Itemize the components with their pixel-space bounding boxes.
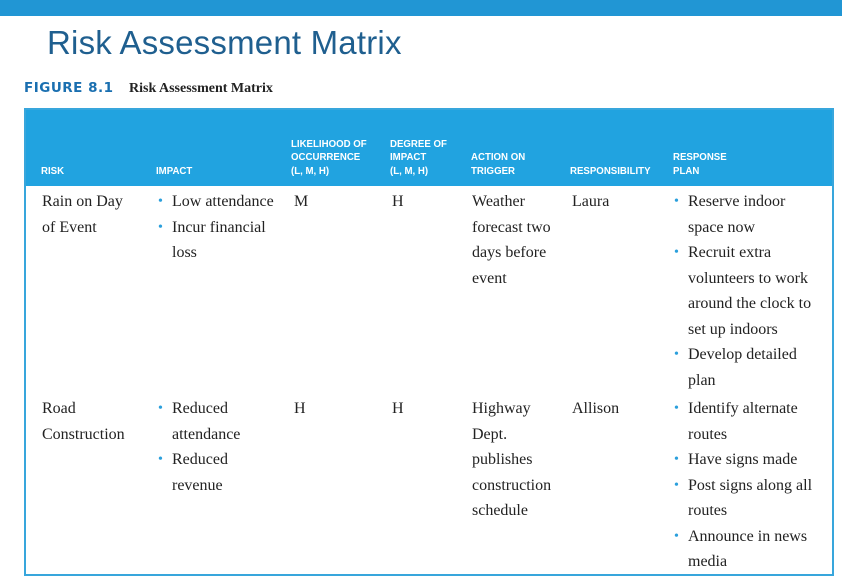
bullet-list [158,396,240,498]
row2-responsibility: Allison [572,400,620,417]
row2-impact [158,396,240,498]
top-accent-bar [0,0,842,16]
row1-responsibility: Laura [572,193,610,210]
table-header [26,110,832,186]
bullet-line: space now [688,218,756,236]
cell-line: Dept. [472,425,508,443]
header-response-plan [673,151,727,178]
bullet-item [158,396,240,447]
bullet-item [674,396,812,447]
bullet-line: volunteers to work [688,269,808,287]
row1-degree: H [392,193,404,210]
header-action-on-trigger [471,151,525,178]
bullet-line: routes [688,425,728,443]
header-risk [41,165,64,179]
header-line: LIKELIHOOD OF [291,137,367,150]
bullet-line: • Develop detailed [688,346,797,363]
row1-risk [42,189,123,240]
row1-trigger [472,189,551,291]
slide-title: Risk Assessment Matrix [47,24,402,61]
header-line: RESPONSE [673,151,727,163]
header-line: (L, M, H) [390,164,429,177]
figure-number: FIGURE 8.1 [24,80,114,96]
header-degree-of-impact [390,138,447,179]
header-line: OCCURRENCE [291,151,361,163]
bullet-line: routes [688,502,728,519]
bullet-line: • Recruit extra [688,244,772,261]
bullet-line: • Reduced [172,451,228,468]
header-line: IMPACT [390,151,427,163]
bullet-line: • Post signs along all [688,476,813,494]
bullet-line: attendance [172,425,241,443]
row2-trigger [472,396,551,524]
bullet-line: • Incur financial [172,218,266,236]
bullet-item [674,189,811,240]
bullet-line: media [688,553,728,570]
bullet-line: loss [172,244,197,261]
cell-line: construction [472,476,552,494]
cell-line: forecast two [472,218,551,236]
row1-impact [158,189,274,266]
cell-line: publishes [472,451,533,468]
bullet-list [674,189,811,393]
cell-line: Highway [472,400,531,417]
cell-line: event [472,269,507,287]
row1-response [674,189,811,393]
bullet-item [674,473,812,524]
risk-matrix-table [24,108,834,576]
bullet-item [674,342,811,393]
figure-caption [24,80,273,97]
cell-line: Road [42,400,76,417]
header-line: DEGREE OF [390,137,447,150]
header-impact [156,165,192,179]
bullet-line: set up indoors [688,320,778,338]
bullet-line: plan [688,371,716,389]
bullet-line: • Announce in news [688,527,808,545]
cell-line: Construction [42,425,125,443]
bullet-line: • Identify alternate [688,400,798,417]
bullet-line: • Reserve indoor [688,193,786,210]
figure-title: Risk Assessment Matrix [129,81,273,96]
cell-line: Rain on Day [42,193,123,210]
cell-line: of Event [42,218,97,236]
row1-likelihood: M [294,193,309,210]
header-line: RISK [41,164,65,177]
row2-response [674,396,812,575]
row2-likelihood: H [294,400,306,417]
bullet-line: revenue [172,476,223,494]
bullet-item [158,215,274,266]
bullet-item [158,189,274,215]
header-responsibility [570,165,651,179]
bullet-line: around the clock to [688,295,812,312]
bullet-item [158,447,240,498]
bullet-item [674,240,811,342]
bullet-list [674,396,812,575]
header-likelihood [291,138,367,179]
cell-line: days before [472,244,547,261]
bullet-item [674,524,812,575]
header-line: ACTION ON [471,151,526,163]
bullet-item [674,447,812,473]
header-line: PLAN [673,164,700,177]
row2-risk [42,396,125,447]
header-line: IMPACT [156,164,193,177]
bullet-line: • Have signs made [688,451,798,468]
cell-line: schedule [472,502,528,519]
header-line: (L, M, H) [291,164,330,177]
bullet-line: • Low attendance [172,193,274,210]
bullet-line: • Reduced [172,400,228,417]
cell-line: Weather [472,193,525,210]
bullet-list [158,189,274,266]
header-line: TRIGGER [471,164,516,177]
header-line: RESPONSIBILITY [570,164,651,177]
row2-degree: H [392,400,404,417]
